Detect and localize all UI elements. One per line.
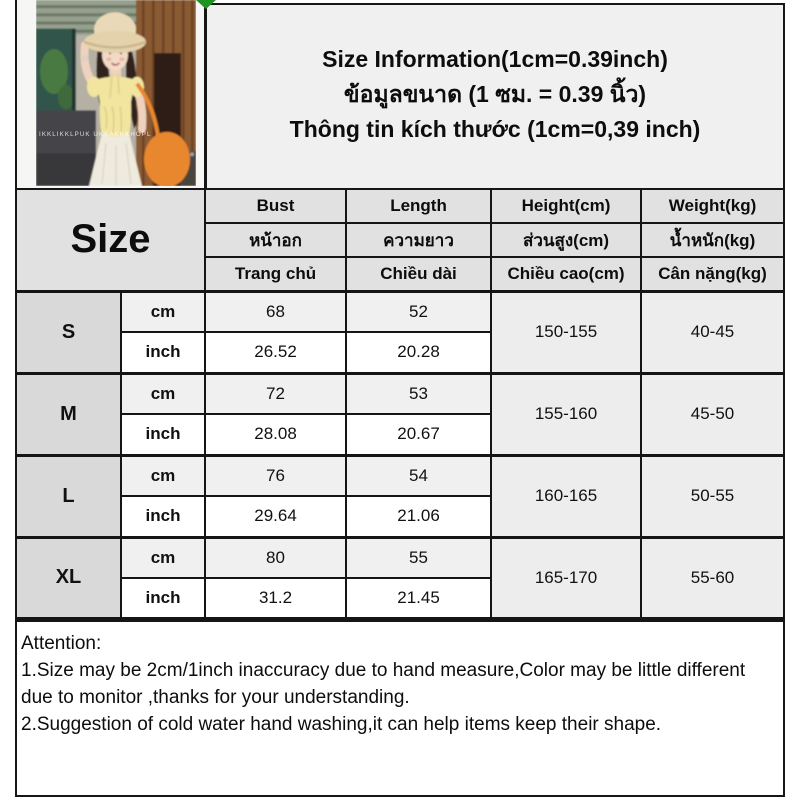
length-inch-xl: 21.45	[346, 578, 491, 619]
weight-range-s: 40-45	[641, 291, 784, 373]
unit-cm-label: cm	[121, 373, 205, 414]
size-label-m: M	[16, 373, 121, 455]
size-row-s-cm	[16, 291, 784, 332]
bust-inch-l: 29.64	[205, 496, 346, 537]
attention-note-1b: due to monitor ,thanks for your understanding.	[21, 687, 410, 708]
header-bust-vi: Trang chủ	[205, 257, 346, 291]
photo-scene	[36, 0, 196, 186]
size-row-xl-cm	[16, 537, 784, 578]
unit-inch-label: inch	[121, 414, 205, 455]
unit-cm-label: cm	[121, 291, 205, 332]
product-photo	[36, 0, 196, 186]
unit-inch-label: inch	[121, 496, 205, 537]
size-row-l-cm	[16, 455, 784, 496]
frame-border-top	[204, 3, 785, 5]
title-line-en: Size Information(1cm=0.39inch)	[322, 46, 668, 72]
unit-cm-label: cm	[121, 537, 205, 578]
size-table	[15, 188, 785, 622]
header-length-th: ความยาว	[346, 223, 491, 257]
frame-border-bottom	[15, 795, 785, 797]
header-height-th: ส่วนสูง(cm)	[491, 223, 641, 257]
bust-inch-m: 28.08	[205, 414, 346, 455]
title-line-vi: Thông tin kích thước (1cm=0,39 inch)	[289, 116, 701, 142]
size-row-m-cm	[16, 373, 784, 414]
length-inch-l: 21.06	[346, 496, 491, 537]
length-cm-m: 53	[346, 373, 491, 414]
height-range-s: 150-155	[491, 291, 641, 373]
weight-range-l: 50-55	[641, 455, 784, 537]
height-range-l: 160-165	[491, 455, 641, 537]
header-length-vi: Chiều dài	[346, 257, 491, 291]
unit-inch-label: inch	[121, 332, 205, 373]
attention-note-1a: 1.Size may be 2cm/1inch inaccuracy due to hand measure,Color may be little different	[21, 660, 746, 681]
weight-range-m: 45-50	[641, 373, 784, 455]
bust-inch-s: 26.52	[205, 332, 346, 373]
size-label-s: S	[16, 291, 121, 373]
photo-watermark: IKKLIKKLPUK UKKAKKKHOPL	[39, 130, 152, 138]
green-corner-wedge	[196, 0, 216, 9]
size-label-l: L	[16, 455, 121, 537]
attention-heading: Attention:	[21, 633, 102, 654]
length-inch-m: 20.67	[346, 414, 491, 455]
title-panel	[207, 5, 783, 188]
bust-cm-s: 68	[205, 291, 346, 332]
length-cm-xl: 55	[346, 537, 491, 578]
size-table-body	[16, 291, 784, 619]
height-range-m: 155-160	[491, 373, 641, 455]
header-height-vi: Chiều cao(cm)	[491, 257, 641, 291]
bust-cm-l: 76	[205, 455, 346, 496]
length-cm-s: 52	[346, 291, 491, 332]
length-inch-s: 20.28	[346, 332, 491, 373]
header-weight-vi: Cân nặng(kg)	[641, 257, 784, 291]
bust-cm-m: 72	[205, 373, 346, 414]
size-label-xl: XL	[16, 537, 121, 619]
header-weight-en: Weight(kg)	[641, 189, 784, 223]
attention-section	[17, 627, 783, 795]
unit-cm-label: cm	[121, 455, 205, 496]
unit-inch-label: inch	[121, 578, 205, 619]
title-line-th: ข้อมูลขนาด (1 ซม. = 0.39 นิ้ว)	[343, 81, 647, 107]
bust-inch-xl: 31.2	[205, 578, 346, 619]
header-bust-th: หน้าอก	[205, 223, 346, 257]
header-bust-en: Bust	[205, 189, 346, 223]
length-cm-l: 54	[346, 455, 491, 496]
photo-title-divider	[204, 0, 207, 188]
height-range-xl: 165-170	[491, 537, 641, 619]
header-length-en: Length	[346, 189, 491, 223]
size-corner-header: Size	[16, 189, 205, 291]
weight-range-xl: 55-60	[641, 537, 784, 619]
bust-cm-xl: 80	[205, 537, 346, 578]
attention-note-2: 2.Suggestion of cold water hand washing,it can help items keep their shape.	[21, 714, 662, 735]
header-height-en: Height(cm)	[491, 189, 641, 223]
product-photo-panel	[17, 0, 204, 188]
header-weight-th: น้ำหนัก(kg)	[641, 223, 784, 257]
